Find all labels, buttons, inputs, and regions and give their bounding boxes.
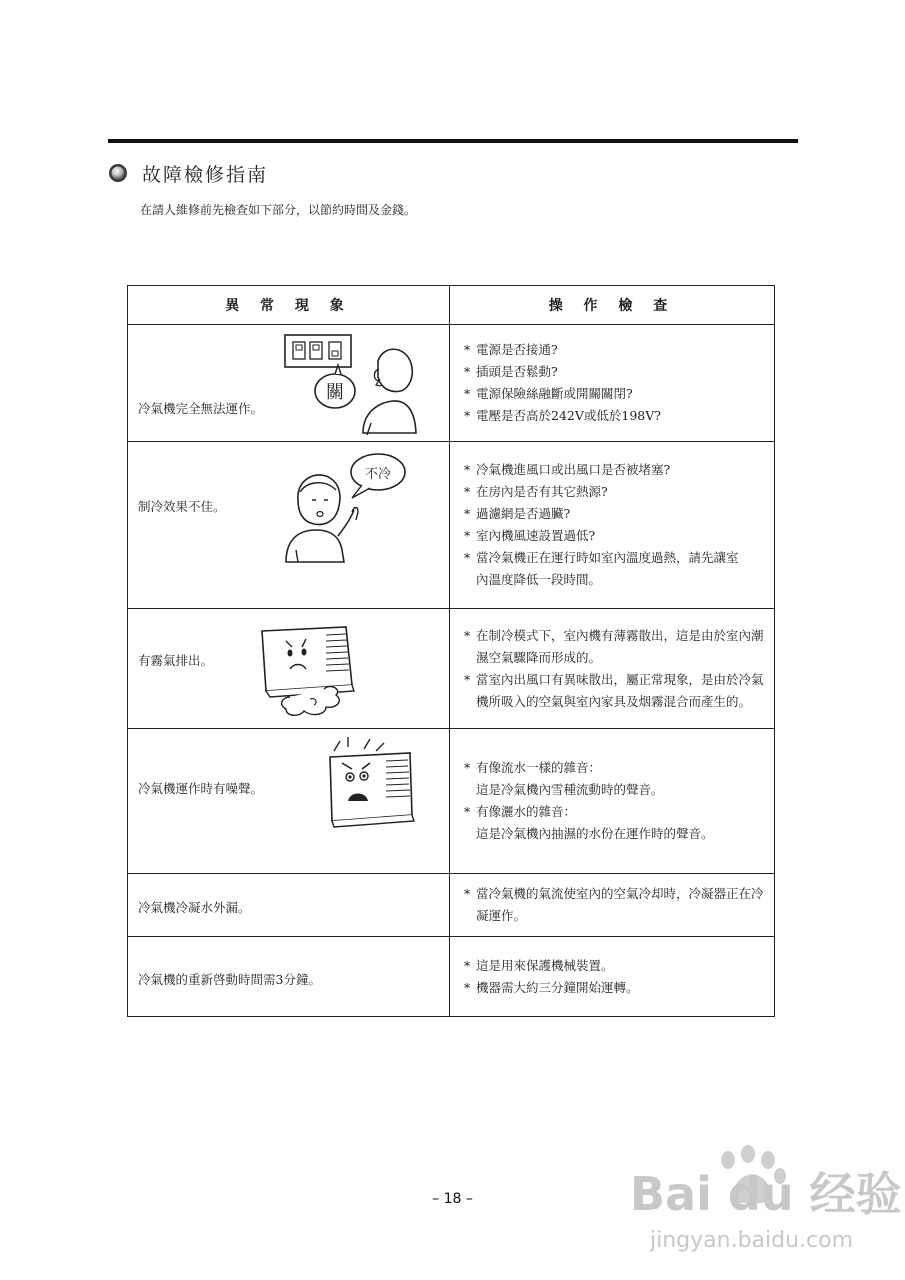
symptom-cell	[128, 937, 450, 1017]
check-item: * 電源保險絲融斷或開關關閉?	[464, 386, 633, 401]
check-item: * 這是用來保護機械裝置。	[464, 957, 614, 973]
symptom-text: 冷氣機運作時有噪聲。	[138, 781, 264, 796]
check-item: * 電壓是否高於242V或低於198V?	[464, 408, 661, 423]
symptom-text: 有霧氣排出。	[138, 653, 214, 668]
not-cold-bubble-text: 不冷	[364, 467, 392, 482]
baidu-url-text: jingyan.baidu.com	[650, 1228, 854, 1253]
check-item: * 當冷氣機正在運行時如室內溫度過熱，請先讓室內溫度降低一段時間。	[464, 550, 739, 587]
table-row	[128, 442, 775, 609]
off-bubble-text: 關	[326, 382, 344, 403]
symptom-cell	[128, 442, 450, 609]
check-cell	[450, 609, 775, 729]
hot-person-illustration	[278, 450, 413, 565]
symptom-text: 制冷效果不佳。	[138, 499, 226, 514]
switch-panel-illustration	[283, 333, 418, 438]
check-cell	[450, 325, 775, 442]
mist-aircon-illustration	[256, 619, 371, 719]
circle-bullet-icon	[108, 163, 128, 183]
check-item: * 當冷氣機的氣流使室內的空氣冷却時，冷凝器正在冷凝運作。	[464, 886, 764, 923]
check-item: * 當室內出風口有異味散出，屬正常現象，是由於冷氣機所吸入的空氣與室內家具及烟霧混合而產生的。	[464, 671, 764, 709]
noisy-aircon-illustration	[326, 737, 416, 832]
check-item: * 機器需大約三分鐘開始運轉。	[464, 979, 639, 995]
symptom-cell	[128, 325, 450, 442]
symptom-cell	[128, 609, 450, 729]
section-title-row	[108, 158, 268, 188]
check-item: * 電源是否接通?	[464, 342, 558, 357]
check-cell	[450, 729, 775, 874]
symptom-text: 冷氣機完全無法運作。	[138, 401, 264, 416]
troubleshooting-table	[127, 285, 775, 1017]
intro-text: 在請人維修前先檢查如下部分，以節約時間及金錢。	[140, 203, 417, 217]
check-item: * 有像流水一樣的雜音：	[464, 760, 602, 775]
symptom-text: 冷氣機冷凝水外漏。	[138, 900, 251, 915]
check-item: * 室內機風速設置過低?	[464, 528, 596, 543]
table-row	[128, 609, 775, 729]
table-header-row	[128, 286, 775, 325]
check-item: * 插頭是否鬆動?	[464, 364, 558, 379]
header-check: 操 作 檢 查	[450, 286, 775, 325]
table-row	[128, 729, 775, 874]
check-cell	[450, 874, 775, 937]
check-item: * 有像灑水的雜音：	[464, 804, 577, 819]
table-row	[128, 874, 775, 937]
check-item: 這是冷氣機內雪種流動時的聲音。	[476, 782, 664, 797]
table-row	[128, 937, 775, 1017]
baidu-watermark	[630, 1142, 902, 1267]
top-rule	[108, 139, 798, 143]
page-title: 故障檢修指南	[142, 163, 269, 186]
check-cell	[450, 442, 775, 609]
symptom-cell	[128, 729, 450, 874]
page-number: – 18 –	[432, 1191, 473, 1207]
table-row	[128, 325, 775, 442]
header-symptom: 異 常 現 象	[128, 286, 450, 325]
baidu-logo-text: Bai du 经验	[630, 1167, 902, 1221]
symptom-text: 冷氣機的重新啓動時間需3分鐘。	[138, 972, 321, 987]
check-item: * 在制冷模式下，室內機有薄霧散出，這是由於室內潮濕空氣驟降而形成的。	[464, 627, 764, 665]
check-cell	[450, 937, 775, 1017]
symptom-cell	[128, 874, 450, 937]
check-item: 這是冷氣機內抽濕的水份在運作時的聲音。	[476, 826, 714, 841]
check-item: * 過濾網是否過臟?	[464, 506, 571, 521]
check-item: * 冷氣機進風口或出風口是否被堵塞?	[464, 462, 671, 477]
check-item: * 在房內是否有其它熱源?	[464, 484, 608, 499]
